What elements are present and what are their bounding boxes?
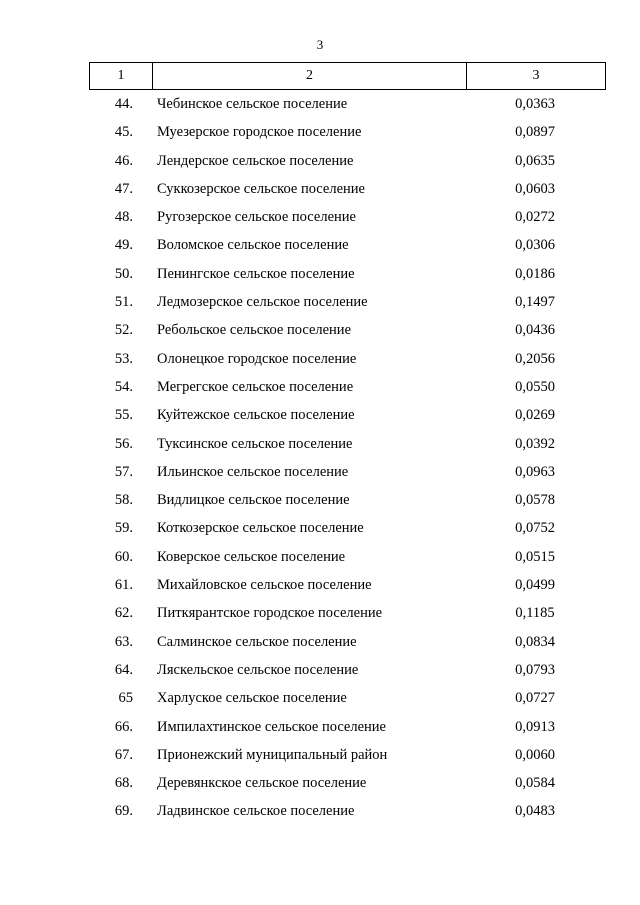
header-cell-1: 1 [90,63,153,90]
table-row [0,458,640,486]
settlement-name: Михайловское сельское поселение [157,577,372,594]
table-row [0,260,640,288]
table-row [0,118,640,146]
settlement-name: Харлуское сельское поселение [157,690,347,707]
coefficient-value: 0,0392 [515,435,555,452]
settlement-name: Питкярантское городское поселение [157,605,383,622]
coefficient-value: 0,0272 [515,209,555,226]
table-row [0,543,640,571]
settlement-name: Куйтежское сельское поселение [157,407,355,424]
row-number: 54. [114,378,133,395]
settlement-name: Прионежский муниципальный район [157,746,388,763]
row-number: 46. [114,152,133,169]
row-number: 53. [114,350,133,367]
table-row [0,316,640,344]
settlement-name: Видлицкое сельское поселение [157,492,350,509]
table-row [0,401,640,429]
coefficient-value: 0,1497 [515,294,555,311]
row-number: 66. [114,718,133,735]
table-row [0,797,640,825]
coefficient-value: 0,0578 [515,492,555,509]
table-row [0,713,640,741]
table-row [0,656,640,684]
table-row [0,231,640,259]
table-row [0,599,640,627]
coefficient-value: 0,0269 [515,407,555,424]
coefficient-value: 0,0584 [515,775,555,792]
header-cell-3: 3 [467,63,606,90]
header-row [90,63,606,90]
header-cell-2: 2 [153,63,467,90]
row-number: 56. [114,435,133,452]
row-number: 44. [114,96,133,112]
row-number: 45. [114,124,133,141]
row-number: 55. [114,407,133,424]
coefficient-value: 0,0635 [515,152,555,169]
row-number: 65 [118,690,133,707]
settlement-name: Суккозерское сельское поселение [157,180,365,197]
settlement-name: Туксинское сельское поселение [157,435,353,452]
coefficient-value: 0,0727 [515,690,555,707]
settlement-name: Коткозерское сельское поселение [157,520,364,537]
table-row [0,288,640,316]
row-number: 49. [114,237,133,254]
settlement-name: Деревянкское сельское поселение [157,775,367,792]
row-number: 47. [114,180,133,197]
settlement-name: Лендерское сельское поселение [157,152,354,169]
table-row [0,514,640,542]
coefficient-value: 0,0913 [515,718,555,735]
coefficient-value: 0,0550 [515,378,555,395]
settlement-name: Ругозерское сельское поселение [157,209,356,226]
settlement-name: Салминское сельское поселение [157,633,357,650]
coefficient-value: 0,0436 [515,322,555,339]
row-number: 68. [114,775,133,792]
row-number: 67. [114,746,133,763]
settlement-name: Ладвинское сельское поселение [157,803,355,820]
coefficient-value: 0,2056 [515,350,555,367]
settlement-name: Импилахтинское сельское поселение [157,718,386,735]
coefficient-value: 0,0963 [515,463,555,480]
table-row [0,486,640,514]
table-header [89,62,606,90]
coefficient-value: 0,0483 [515,803,555,820]
settlement-name: Воломское сельское поселение [157,237,349,254]
row-number: 59. [114,520,133,537]
table-row [0,90,640,118]
settlement-name: Муезерское городское поселение [157,124,362,141]
row-number: 50. [114,265,133,282]
settlement-name: Пенингское сельское поселение [157,265,355,282]
settlement-name: Ильинское сельское поселение [157,463,349,480]
settlement-name: Мегрегское сельское поселение [157,378,354,395]
coefficient-value: 0,0499 [515,577,555,594]
table-row [0,175,640,203]
settlement-name: Ляскельское сельское поселение [157,661,359,678]
coefficient-value: 0,0897 [515,124,555,141]
coefficient-value: 0,0306 [515,237,555,254]
table-row [0,430,640,458]
row-number: 57. [114,463,133,480]
row-number: 48. [114,209,133,226]
table-row [0,373,640,401]
row-number: 62. [114,605,133,622]
row-number: 52. [114,322,133,339]
coefficient-value: 0,0363 [515,96,555,112]
table-row [0,571,640,599]
page-number: 3 [316,37,324,52]
coefficient-value: 0,0603 [515,180,555,197]
coefficient-value: 0,0793 [515,661,555,678]
table-row [0,345,640,373]
row-number: 64. [114,661,133,678]
settlement-name: Ледмозерское сельское поселение [157,294,368,311]
settlement-name: Олонецкое городское поселение [157,350,357,367]
row-number: 60. [114,548,133,565]
row-number: 63. [114,633,133,650]
table-row [0,147,640,175]
table-row [0,684,640,712]
table-row [0,741,640,769]
coefficient-value: 0,0834 [515,633,555,650]
coefficient-value: 0,1185 [515,605,555,622]
settlement-name: Коверское сельское поселение [157,548,346,565]
row-number: 61. [114,577,133,594]
coefficient-value: 0,0060 [515,746,555,763]
coefficient-value: 0,0186 [515,265,555,282]
settlement-name: Чебинское сельское поселение [157,96,348,112]
table-row [0,203,640,231]
table-row [0,628,640,656]
row-number: 69. [114,803,133,820]
row-number: 58. [114,492,133,509]
coefficient-value: 0,0515 [515,548,555,565]
table-row [0,769,640,797]
table-body [0,90,640,826]
settlement-name: Ребольское сельское поселение [157,322,352,339]
coefficient-value: 0,0752 [515,520,555,537]
row-number: 51. [114,294,133,311]
